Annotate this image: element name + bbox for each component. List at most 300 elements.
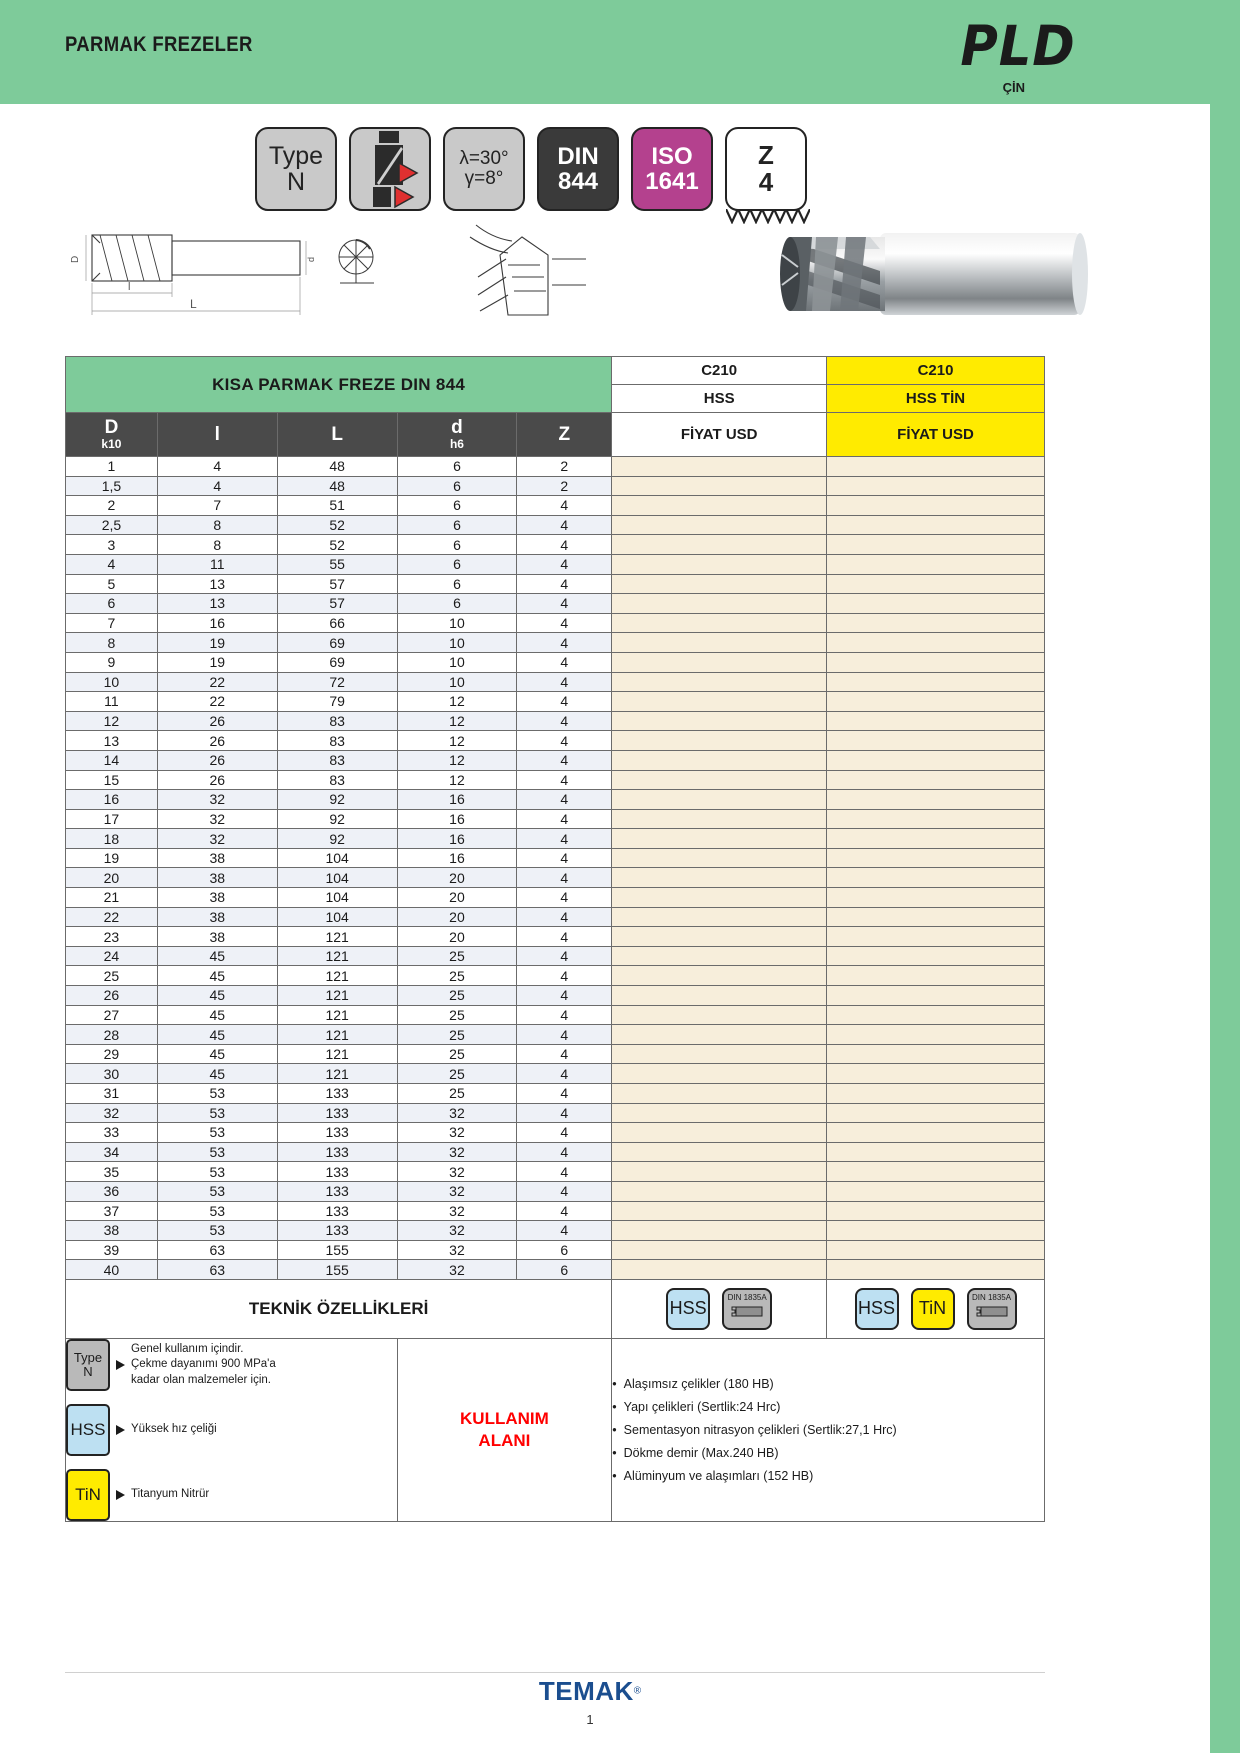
cell-d: 12 [397,692,517,712]
cell-price-1[interactable] [612,966,827,986]
cell-price-1[interactable] [612,1181,827,1201]
cell-D: 11 [66,692,158,712]
cross-section-leader [340,274,374,283]
cell-Z: 4 [517,750,612,770]
type-chip-line1: Type [73,1349,103,1365]
cell-Z: 4 [517,1162,612,1182]
col-header-Z [517,413,612,457]
cell-Z: 6 [517,1240,612,1260]
cell-L: 133 [277,1162,397,1182]
cell-price-2[interactable] [827,1181,1045,1201]
cell-price-2[interactable] [827,946,1045,966]
cell-price-1[interactable] [612,1084,827,1104]
cell-l: 26 [157,750,277,770]
cell-l: 13 [157,574,277,594]
hss-badge-label: HSS [669,1298,707,1319]
cell-price-1[interactable] [612,770,827,790]
type-chip [66,1339,110,1391]
type-badge-line1: Type [268,141,324,170]
cell-l: 53 [157,1103,277,1123]
cell-L: 133 [277,1201,397,1221]
usage-item: • Alaşımsız çelikler (180 HB) [612,1377,1044,1391]
cell-price-2[interactable] [827,1221,1045,1241]
cell-D: 6 [66,594,158,614]
din-label: DIN [557,142,599,170]
cell-d: 32 [397,1103,517,1123]
cell-d: 12 [397,770,517,790]
cell-d: 32 [397,1142,517,1162]
cell-price-1[interactable] [612,790,827,810]
cell-price-2[interactable] [827,1005,1045,1025]
cell-L: 133 [277,1142,397,1162]
tin-chip-label: TiN [75,1484,101,1504]
cell-Z: 6 [517,1260,612,1280]
cell-l: 63 [157,1240,277,1260]
cell-price-1[interactable] [612,927,827,947]
cell-d: 20 [397,888,517,908]
cell-price-1[interactable] [612,946,827,966]
cell-price-1[interactable] [612,515,827,535]
cell-price-2[interactable] [827,1162,1045,1182]
cell-l: 45 [157,966,277,986]
cell-d: 25 [397,1025,517,1045]
cell-l: 45 [157,986,277,1006]
cell-D: 2,5 [66,515,158,535]
cell-D: 1 [66,457,158,477]
cell-Z: 4 [517,907,612,927]
table-row [66,1240,1045,1260]
cell-d: 6 [397,594,517,614]
cell-L: 155 [277,1260,397,1280]
angles-badge [443,127,525,211]
col-label-Z: Z [558,423,571,445]
cell-Z: 4 [517,986,612,1006]
cell-d: 6 [397,457,517,477]
cell-d: 6 [397,554,517,574]
table-row [66,1025,1045,1045]
cell-l: 53 [157,1201,277,1221]
grade-header-row [66,357,1045,385]
table-row [66,1201,1045,1221]
table-row [66,888,1045,908]
cell-Z: 4 [517,594,612,614]
cell-l: 38 [157,848,277,868]
cell-D: 7 [66,613,158,633]
cell-D: 17 [66,809,158,829]
cell-price-2[interactable] [827,1123,1045,1143]
din1835a-badge [722,1288,772,1330]
cross-section-icon [339,240,373,274]
cell-price-2[interactable] [827,750,1045,770]
cell-L: 52 [277,515,397,535]
table-row [66,1084,1045,1104]
table-row [66,868,1045,888]
page-title: PARMAK FREZELER [65,33,253,56]
cell-L: 83 [277,711,397,731]
hss-chip [66,1404,110,1456]
cell-D: 32 [66,1103,158,1123]
table-row [66,1260,1045,1280]
cell-price-2[interactable] [827,711,1045,731]
table-row [66,457,1045,477]
hss-chip-label: HSS [70,1419,106,1439]
cell-price-2[interactable] [827,672,1045,692]
cell-price-2[interactable] [827,868,1045,888]
cell-price-1[interactable] [612,496,827,516]
page-number: 1 [586,1712,594,1727]
cell-D: 31 [66,1084,158,1104]
cell-L: 155 [277,1240,397,1260]
usage-area-list [612,1338,1045,1521]
table-row [66,790,1045,810]
dim-label-L: L [190,297,197,311]
cell-price-2[interactable] [827,1103,1045,1123]
cell-l: 19 [157,633,277,653]
table-row [66,535,1045,555]
cell-price-2[interactable] [827,907,1045,927]
usage-area-label [397,1338,612,1521]
cell-l: 4 [157,476,277,496]
table-row [66,829,1045,849]
cell-l: 22 [157,692,277,712]
cell-price-1[interactable] [612,1005,827,1025]
spec-badge-strip [255,127,807,217]
cell-price-1[interactable] [612,986,827,1006]
table-row [66,907,1045,927]
cell-price-1[interactable] [612,1260,827,1280]
cell-L: 92 [277,790,397,810]
cell-L: 121 [277,1025,397,1045]
rake-angle-label: γ=8° [464,168,504,189]
cell-d: 25 [397,1084,517,1104]
table-row [66,809,1045,829]
cell-price-1[interactable] [612,457,827,477]
brand-logo: PLD [960,14,1076,78]
price-header-col2: FİYAT USD [827,413,1045,457]
tin-chip [66,1469,110,1521]
cell-price-2[interactable] [827,1142,1045,1162]
table-row [66,633,1045,653]
cell-Z: 4 [517,848,612,868]
cell-Z: 4 [517,809,612,829]
col-label-L: L [331,423,343,445]
cell-price-2[interactable] [827,790,1045,810]
cell-price-2[interactable] [827,652,1045,672]
cell-l: 45 [157,1025,277,1045]
cell-Z: 4 [517,927,612,947]
table-row [66,986,1045,1006]
cell-D: 4 [66,554,158,574]
cell-price-1[interactable] [612,594,827,614]
cell-L: 121 [277,1005,397,1025]
cell-price-2[interactable] [827,1260,1045,1280]
cell-price-2[interactable] [827,515,1045,535]
cell-Z: 4 [517,1084,612,1104]
cell-price-2[interactable] [827,966,1045,986]
cell-price-1[interactable] [612,1240,827,1260]
table-row [66,672,1045,692]
usage-item: • Yapı çelikleri (Sertlik:24 Hrc) [612,1400,1044,1414]
cell-L: 83 [277,750,397,770]
cell-price-1[interactable] [612,829,827,849]
cell-L: 121 [277,927,397,947]
table-row [66,1123,1045,1143]
cell-L: 133 [277,1221,397,1241]
usage-item: • Sementasyon nitrasyon çelikleri (Sertlik:27,1 Hrc) [612,1423,1044,1437]
cell-price-2[interactable] [827,1201,1045,1221]
cell-price-1[interactable] [612,1025,827,1045]
flute-symbol: Z [758,139,774,170]
cell-price-2[interactable] [827,613,1045,633]
table-row [66,711,1045,731]
cell-l: 8 [157,515,277,535]
cell-price-1[interactable] [612,1162,827,1182]
cell-Z: 4 [517,829,612,849]
cell-Z: 4 [517,613,612,633]
cell-d: 25 [397,966,517,986]
table-row [66,1064,1045,1084]
cell-price-2[interactable] [827,888,1045,908]
cell-D: 36 [66,1181,158,1201]
cell-L: 133 [277,1181,397,1201]
cell-price-1[interactable] [612,633,827,653]
usage-label-line2: ALANI [478,1430,531,1450]
cell-Z: 4 [517,1005,612,1025]
cell-price-1[interactable] [612,574,827,594]
cell-D: 21 [66,888,158,908]
cell-L: 48 [277,457,397,477]
legend-text-type: Genel kullanım içindir. Çekme dayanımı 900 MPa'a kadar olan malzemeler için. [131,1342,276,1386]
cell-D: 2 [66,496,158,516]
table-row [66,1005,1045,1025]
cell-price-1[interactable] [612,750,827,770]
table-row [66,594,1045,614]
cell-L: 121 [277,1044,397,1064]
table-row [66,1162,1045,1182]
cell-D: 20 [66,868,158,888]
cell-price-2[interactable] [827,692,1045,712]
grade-col2: C210 [827,357,1045,385]
cell-price-1[interactable] [612,476,827,496]
cell-d: 20 [397,927,517,947]
cell-price-2[interactable] [827,535,1045,555]
type-badge-line2: N [286,168,306,196]
cell-price-1[interactable] [612,1142,827,1162]
cell-l: 8 [157,535,277,555]
cell-price-2[interactable] [827,633,1045,653]
cell-l: 53 [157,1162,277,1182]
cell-price-1[interactable] [612,554,827,574]
cell-price-1[interactable] [612,868,827,888]
cell-price-2[interactable] [827,1240,1045,1260]
col-header-l [157,413,277,457]
cell-price-1[interactable] [612,888,827,908]
cell-D: 26 [66,986,158,1006]
cell-price-1[interactable] [612,731,827,751]
type-chip-line2: N [83,1363,93,1379]
cell-D: 3 [66,535,158,555]
cell-price-1[interactable] [612,848,827,868]
table-row [66,848,1045,868]
cell-Z: 4 [517,888,612,908]
cell-l: 45 [157,1064,277,1084]
cell-L: 83 [277,731,397,751]
cutting-edge-sketch [470,225,586,315]
legend-item-tin [66,1469,397,1521]
cell-price-1[interactable] [612,613,827,633]
cell-price-2[interactable] [827,1044,1045,1064]
cell-price-2[interactable] [827,476,1045,496]
cell-Z: 4 [517,535,612,555]
cell-price-2[interactable] [827,554,1045,574]
product-drawings [0,215,1100,345]
cell-D: 18 [66,829,158,849]
cell-Z: 4 [517,1201,612,1221]
cell-price-2[interactable] [827,496,1045,516]
cell-Z: 4 [517,731,612,751]
cell-Z: 4 [517,633,612,653]
usage-label-line1: KULLANIM [460,1408,549,1428]
cell-D: 27 [66,1005,158,1025]
cell-L: 133 [277,1103,397,1123]
cell-price-1[interactable] [612,1123,827,1143]
cell-price-2[interactable] [827,927,1045,947]
cell-price-2[interactable] [827,457,1045,477]
cell-l: 63 [157,1260,277,1280]
cell-L: 133 [277,1123,397,1143]
table-row [66,496,1045,516]
cell-L: 51 [277,496,397,516]
cell-price-1[interactable] [612,1201,827,1221]
specifications-table [65,356,1045,1522]
legend-text-tin: Titanyum Nitrür [131,1488,210,1501]
page-header [0,0,1240,104]
cell-price-2[interactable] [827,1064,1045,1084]
cell-price-1[interactable] [612,692,827,712]
registered-mark-icon: ® [633,1685,642,1697]
cell-d: 12 [397,711,517,731]
cell-price-2[interactable] [827,574,1045,594]
cell-d: 16 [397,829,517,849]
cell-price-2[interactable] [827,986,1045,1006]
arrow-right-icon [116,1490,125,1500]
cell-price-2[interactable] [827,731,1045,751]
table-body [66,357,1045,1522]
cell-price-2[interactable] [827,1025,1045,1045]
cell-price-2[interactable] [827,809,1045,829]
cell-price-1[interactable] [612,1221,827,1241]
cell-price-1[interactable] [612,809,827,829]
table-row [66,476,1045,496]
cell-d: 32 [397,1201,517,1221]
cell-price-1[interactable] [612,1044,827,1064]
cell-price-2[interactable] [827,594,1045,614]
usage-item: • Dökme demir (Max.240 HB) [612,1446,1044,1460]
cell-price-1[interactable] [612,1064,827,1084]
cell-L: 48 [277,476,397,496]
cell-d: 16 [397,848,517,868]
table-row [66,770,1045,790]
cell-L: 69 [277,633,397,653]
cell-d: 32 [397,1221,517,1241]
table-row [66,731,1045,751]
cell-l: 19 [157,652,277,672]
legend-item-type [66,1339,397,1391]
tin-badge [911,1288,955,1330]
cell-Z: 4 [517,1142,612,1162]
cell-d: 10 [397,633,517,653]
cell-Z: 4 [517,1181,612,1201]
cell-D: 33 [66,1123,158,1143]
cell-Z: 4 [517,1044,612,1064]
cell-d: 32 [397,1181,517,1201]
cell-D: 9 [66,652,158,672]
cell-price-1[interactable] [612,907,827,927]
legend-panel [66,1338,398,1521]
drawings-svg [0,215,1100,345]
cell-l: 53 [157,1142,277,1162]
cell-L: 57 [277,594,397,614]
cell-Z: 4 [517,770,612,790]
cell-price-1[interactable] [612,672,827,692]
cell-price-2[interactable] [827,770,1045,790]
legend-item-hss [66,1404,397,1456]
cell-l: 32 [157,829,277,849]
table-row [66,574,1045,594]
cell-price-1[interactable] [612,711,827,731]
cell-d: 10 [397,613,517,633]
cell-price-1[interactable] [612,652,827,672]
cell-price-1[interactable] [612,535,827,555]
cell-L: 57 [277,574,397,594]
cell-d: 25 [397,1064,517,1084]
cell-price-2[interactable] [827,848,1045,868]
column-header-row [66,413,1045,457]
cell-l: 45 [157,1005,277,1025]
cell-D: 37 [66,1201,158,1221]
shank-icon [975,1304,1009,1319]
iso-standard-badge [631,127,713,211]
table-row [66,927,1045,947]
flute-count-badge [725,127,807,211]
cell-L: 121 [277,966,397,986]
cell-Z: 4 [517,711,612,731]
cell-l: 38 [157,888,277,908]
cell-L: 121 [277,946,397,966]
table-row [66,1142,1045,1162]
cell-D: 25 [66,966,158,986]
cell-L: 79 [277,692,397,712]
table-row [66,554,1045,574]
cell-D: 12 [66,711,158,731]
col-label-l: l [214,423,220,445]
cell-price-1[interactable] [612,1103,827,1123]
cell-l: 38 [157,907,277,927]
cell-l: 13 [157,594,277,614]
cell-d: 10 [397,652,517,672]
cell-d: 6 [397,515,517,535]
helix-angle-label: λ=30° [459,148,509,170]
cell-Z: 4 [517,652,612,672]
cell-d: 10 [397,672,517,692]
cell-l: 45 [157,1044,277,1064]
cell-price-2[interactable] [827,829,1045,849]
cell-d: 6 [397,574,517,594]
hss-badge [855,1288,899,1330]
cell-price-2[interactable] [827,1084,1045,1104]
cell-D: 10 [66,672,158,692]
din-number: 844 [557,168,599,195]
